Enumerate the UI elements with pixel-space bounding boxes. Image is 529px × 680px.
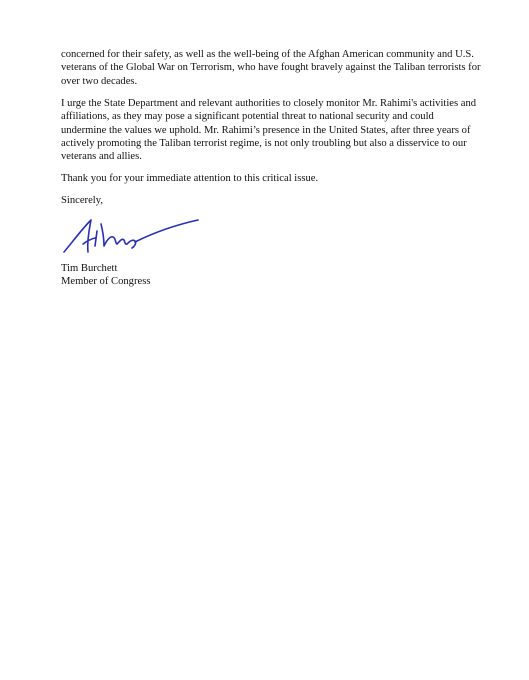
paragraph-concern: concerned for their safety, as well as the well-being of the Afghan American community and U.S. veterans of the Global War on Terrorism, who have fought bravely against the Taliban terrorists for over two decades. <box>61 49 481 87</box>
signer-name: Tim Burchett <box>61 262 118 274</box>
closing-salutation: Sincerely, <box>61 195 103 207</box>
handwritten-signature <box>61 214 201 258</box>
paragraph-thanks: Thank you for your immediate attention to this critical issue. <box>61 173 319 185</box>
paragraph-request: I urge the State Department and relevant authorities to closely monitor Mr. Rahimi's activities and affiliations, as they may pose a significant potential threat to national security and could undermine the values we uphold. Mr. Rahimi’s presence in the United States, after three years of actively promoting the Taliban terrorist regime, is not only troubling but also a disservice to our veterans and allies. <box>61 97 477 163</box>
letter-body <box>61 48 481 289</box>
signer-title: Member of Congress <box>61 276 151 288</box>
